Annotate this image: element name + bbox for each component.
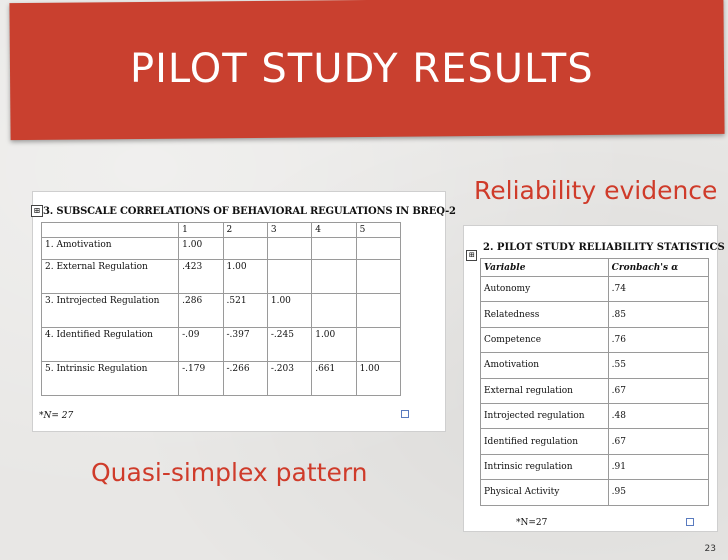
quasi-simplex-callout: Quasi-simplex pattern xyxy=(91,458,368,487)
table-row xyxy=(42,362,401,396)
table-header-row xyxy=(481,259,709,277)
table-row xyxy=(481,327,709,352)
table-header-cell: 4 xyxy=(312,223,356,238)
table-cell: Amotivation xyxy=(481,353,609,378)
table-cell xyxy=(356,294,400,328)
table-cell: Autonomy xyxy=(481,277,609,302)
table-cell xyxy=(356,328,400,362)
table-cell: 1.00 xyxy=(267,294,311,328)
table-cell xyxy=(267,238,311,260)
table-row xyxy=(481,277,709,302)
table-row xyxy=(42,260,401,294)
table-cell: .67 xyxy=(608,429,708,454)
page-number: 23 xyxy=(704,544,716,554)
table-cell: 1.00 xyxy=(223,260,267,294)
table-header-cell: 5 xyxy=(356,223,400,238)
table-move-handle-icon: ⊞ xyxy=(466,250,477,261)
correlation-table-note: *N= 27 xyxy=(39,411,74,421)
table-header-cell xyxy=(42,223,179,238)
table-cell: Introjected regulation xyxy=(481,403,609,428)
table-row xyxy=(481,378,709,403)
table-cell: 4. Identified Regulation xyxy=(42,328,179,362)
table-row xyxy=(42,238,401,260)
resize-handle-icon xyxy=(686,518,694,526)
table-cell xyxy=(223,238,267,260)
table-cell: -.09 xyxy=(179,328,223,362)
correlation-table xyxy=(41,222,401,396)
table-cell: .423 xyxy=(179,260,223,294)
table-move-handle-icon: ⊞ xyxy=(31,205,43,217)
table-cell: .55 xyxy=(608,353,708,378)
table-cell: 5. Intrinsic Regulation xyxy=(42,362,179,396)
reliability-table-image xyxy=(463,225,725,532)
table-row xyxy=(42,294,401,328)
table-header-cell: 2 xyxy=(223,223,267,238)
table-row xyxy=(481,454,709,479)
table-cell: Physical Activity xyxy=(481,480,609,505)
table-row xyxy=(481,480,709,505)
table-cell: Identified regulation xyxy=(481,429,609,454)
table-cell: .661 xyxy=(312,362,356,396)
table-header-cell: 3 xyxy=(267,223,311,238)
table-header-cell: Cronbach's α xyxy=(608,259,708,277)
table-header-cell: Variable xyxy=(481,259,609,277)
table-cell: .91 xyxy=(608,454,708,479)
table-cell: Relatedness xyxy=(481,302,609,327)
table-cell: -.397 xyxy=(223,328,267,362)
table-cell: -.203 xyxy=(267,362,311,396)
table-cell xyxy=(312,238,356,260)
table-cell: External regulation xyxy=(481,378,609,403)
table-header-cell: 1 xyxy=(179,223,223,238)
table-row xyxy=(481,353,709,378)
reliability-table-title: 2. PILOT STUDY RELIABILITY STATISTICS xyxy=(483,242,725,253)
table-cell xyxy=(356,260,400,294)
table-cell: .95 xyxy=(608,480,708,505)
table-cell xyxy=(312,294,356,328)
table-header-row xyxy=(42,223,401,238)
table-cell: .67 xyxy=(608,378,708,403)
reliability-callout: Reliability evidence xyxy=(474,176,718,205)
table-cell: .85 xyxy=(608,302,708,327)
table-cell: -.179 xyxy=(179,362,223,396)
slide-title: PILOT STUDY RESULTS xyxy=(130,46,594,92)
reliability-table-note: *N=27 xyxy=(516,518,548,528)
table-cell: 2. External Regulation xyxy=(42,260,179,294)
table-cell: -.266 xyxy=(223,362,267,396)
table-cell xyxy=(312,260,356,294)
table-cell xyxy=(356,238,400,260)
table-row xyxy=(481,403,709,428)
table-cell: 1.00 xyxy=(312,328,356,362)
reliability-table xyxy=(480,258,709,506)
table-cell: .74 xyxy=(608,277,708,302)
resize-handle-icon xyxy=(401,410,409,418)
table-row xyxy=(42,328,401,362)
table-cell: .286 xyxy=(179,294,223,328)
table-cell: 1. Amotivation xyxy=(42,238,179,260)
table-cell: .48 xyxy=(608,403,708,428)
correlation-table-image xyxy=(32,191,456,432)
correlation-table-title: 3. SUBSCALE CORRELATIONS OF BEHAVIORAL REGULATIONS IN BREQ-2 xyxy=(43,206,456,217)
table-cell xyxy=(267,260,311,294)
table-row xyxy=(481,302,709,327)
table-cell: .521 xyxy=(223,294,267,328)
table-cell: .76 xyxy=(608,327,708,352)
table-cell: Competence xyxy=(481,327,609,352)
table-cell: 1.00 xyxy=(356,362,400,396)
table-cell: -.245 xyxy=(267,328,311,362)
table-row xyxy=(481,429,709,454)
table-cell: 3. Introjected Regulation xyxy=(42,294,179,328)
table-cell: 1.00 xyxy=(179,238,223,260)
table-cell: Intrinsic regulation xyxy=(481,454,609,479)
